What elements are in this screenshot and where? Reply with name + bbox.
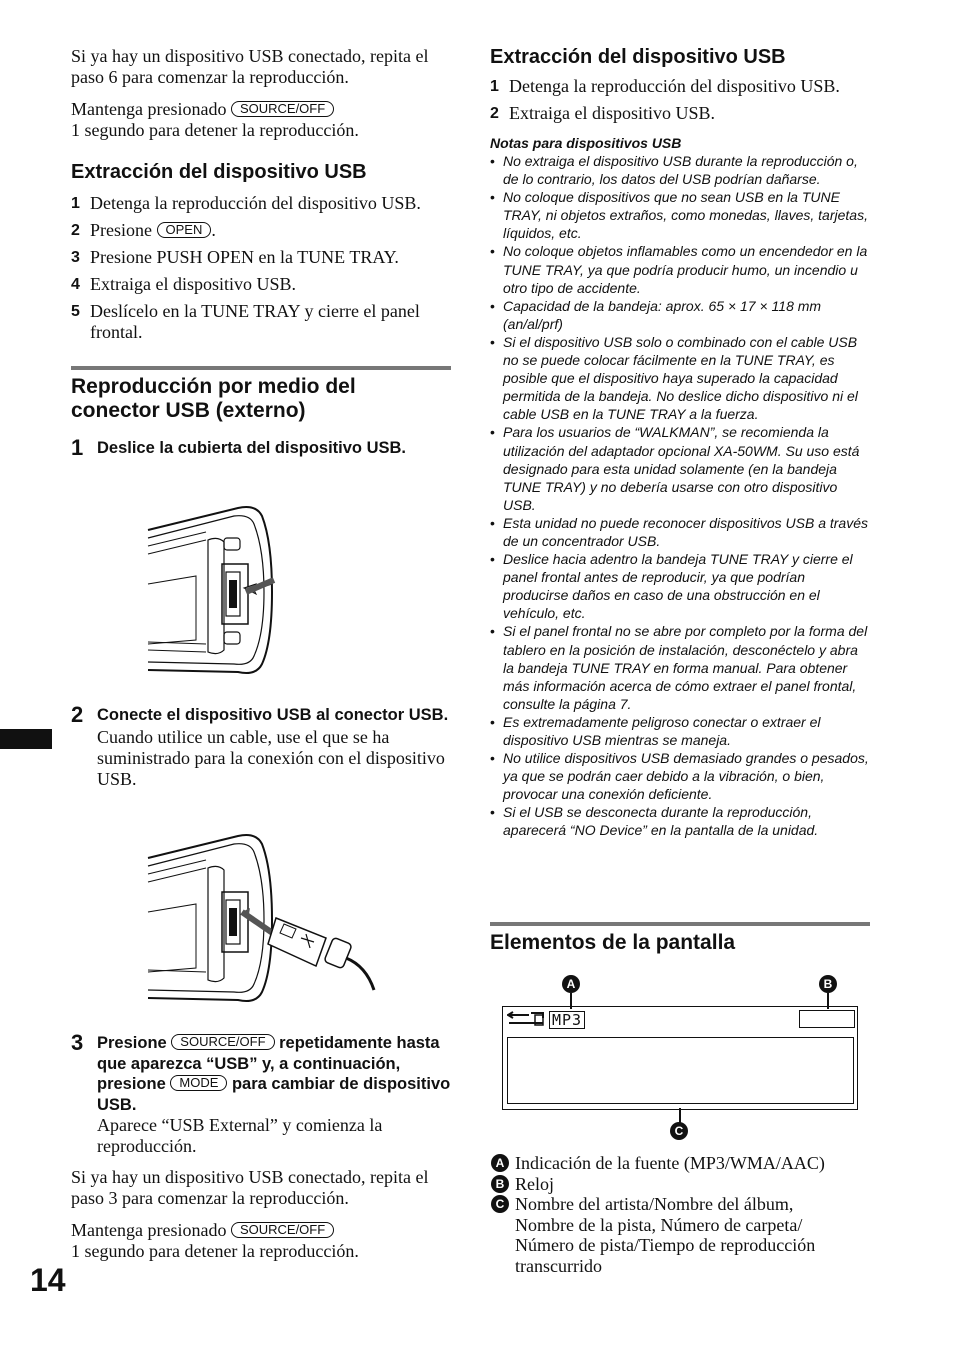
step-title-text: repetidamente hasta que aparezca “USB” y, a continuación, presione (97, 1034, 440, 1093)
legend-label: C (491, 1195, 509, 1213)
source-off-key: SOURCE/OFF (171, 1034, 274, 1050)
legend-text: Nombre del artista/Nombre del álbum, Nombre de la pista, Número de carpeta/ Número de pista/Tiempo de reproducción transcurrido (515, 1194, 816, 1276)
outro-stop-text-2: 1 segundo para detener la reproducción. (71, 1241, 359, 1261)
step-description: Cuando utilice un cable, use el que se ha suministrado para la conexión con el dispositivo USB. (97, 726, 445, 789)
right-column (490, 45, 870, 840)
usb-step-3 (71, 1030, 451, 1157)
note-item: • Si el dispositivo USB solo o combinado con el cable USB no se puede colocar fácilmente en la TUNE TRAY, es posible que el dispositivo haya superado la capacidad permitida de la bandeja. No deslice dicho dispositivo ni el cable USB en la TUNE TRAY a la fuerza. (490, 333, 870, 423)
step-title: Conecte el dispositivo USB al conector USB. (97, 706, 449, 724)
note-item: • Para los usuarios de “WALKMAN”, se recomienda la utilización del adaptador opcional XA-50WM. Su uso está designado para esta unidad solamente (en la bandeja TUNE TRAY) y no debería usarse con otro dispositivo USB. (490, 423, 870, 513)
unit-usb-connect-illustration (146, 830, 378, 1006)
section-divider (490, 922, 870, 926)
extract-step (71, 220, 451, 241)
legend-label: A (491, 1154, 509, 1172)
note-item: • Esta unidad no puede reconocer dispositivos USB a través de un concentrador USB. (490, 514, 870, 550)
note-item: • Si el USB se desconecta durante la reproducción, aparecerá “NO Device” en la pantalla de la unidad. (490, 803, 870, 839)
step-number: 3 (71, 1030, 84, 1055)
open-key: OPEN (157, 222, 212, 238)
label-a: A (562, 975, 580, 993)
outro-stop-text: Mantenga presionado (71, 1220, 227, 1240)
source-off-key: SOURCE/OFF (231, 101, 334, 117)
section-title-usb: Reproducción por medio del conector USB (externo) (71, 375, 356, 422)
section-divider (71, 366, 451, 370)
display-diagram (502, 972, 858, 1142)
legend-label: B (491, 1175, 509, 1193)
usb-symbol-icon (507, 1011, 547, 1027)
extract-step (71, 193, 451, 214)
step-number: 2 (490, 105, 499, 122)
outro-paragraph: Si ya hay un dispositivo USB conectado, repita el paso 3 para comenzar la reproducción. (71, 1167, 429, 1208)
extract-step (490, 103, 870, 124)
outro-stop-paragraph (71, 1220, 451, 1262)
step-number: 2 (71, 222, 80, 239)
legend-item (491, 1174, 861, 1195)
usb-section (71, 375, 451, 459)
note-item: • No coloque objetos inflamables como un encendedor en la TUNE TRAY, ya que podría producir humo, un incendio u otro tipo de accidente. (490, 242, 870, 296)
step-text: Deslícelo en la TUNE TRAY y cierre el panel frontal. (90, 301, 420, 342)
step-title: Deslice la cubierta del dispositivo USB. (97, 439, 407, 457)
note-item: • Si el panel frontal no se abre por completo por la forma del tablero en la posición de instalación, desconéctelo y abra la bandeja TUNE TRAY en forma manual. Para obtener más información acerca de cómo extraer el panel frontal, consulte la página 7. (490, 622, 870, 712)
section-title-display: Elementos de la pantalla (490, 931, 736, 954)
notes-title: Notas para dispositivos USB (490, 135, 682, 151)
legend-item (491, 1153, 861, 1174)
extract-steps (71, 193, 451, 343)
usb-step-1 (71, 435, 451, 460)
usb-step-2 (71, 702, 451, 790)
legend-text: Reloj (515, 1173, 554, 1194)
label-b: B (819, 975, 837, 993)
extract-step (71, 274, 451, 295)
text-area (507, 1037, 854, 1104)
section-tab-marker (0, 729, 52, 749)
intro-stop-text: Mantenga presionado (71, 99, 227, 119)
step-text: Extraiga el dispositivo USB. (90, 274, 296, 294)
extract-step (490, 76, 870, 97)
intro-stop-paragraph (71, 99, 451, 141)
legend-text: Indicación de la fuente (MP3/WMA/AAC) (515, 1153, 825, 1173)
step-text: Detenga la reproducción del dispositivo USB. (509, 76, 840, 96)
usb-step-2-block (71, 702, 451, 790)
extract-step (71, 301, 451, 343)
step-title (97, 1033, 451, 1115)
note-item: • No coloque dispositivos que no sean USB en la TUNE TRAY, ni objetos extraños, como monedas, llaves, tarjetas, líquidos, etc. (490, 188, 870, 242)
intro-stop-text-2: 1 segundo para detener la reproducción. (71, 120, 359, 140)
notes-list (490, 152, 870, 840)
display-section (490, 931, 870, 955)
step-number: 3 (71, 249, 80, 266)
page-number: 14 (30, 1262, 66, 1298)
step-text: . (211, 220, 216, 240)
extract-steps-2 (490, 76, 870, 124)
note-item: • Capacidad de la bandeja: aprox. 65 × 17 × 118 mm (an/al/prf) (490, 297, 870, 333)
extract-step (71, 247, 451, 268)
step-title-text: Presione (97, 1034, 167, 1052)
step-number: 4 (71, 276, 80, 293)
step-number: 2 (71, 702, 84, 727)
section-title-extract-2: Extracción del dispositivo USB (490, 46, 786, 68)
unit-usb-cover-illustration (146, 502, 276, 678)
step-number: 5 (71, 303, 80, 320)
note-item: • Es extremadamente peligroso conectar o extraer el dispositivo USB mientras se maneja. (490, 713, 870, 749)
step-title-text: para cambiar de dispositivo USB. (97, 1075, 451, 1114)
step-number: 1 (71, 435, 84, 460)
step-text: Extraiga el dispositivo USB. (509, 103, 715, 123)
step-text: Presione PUSH OPEN en la TUNE TRAY. (90, 247, 399, 267)
note-item: • Deslice hacia adentro la bandeja TUNE TRAY y cierre el panel frontal antes de reproducir, ya que podrían producirse daños en caso de una obstrucción en el vehículo, etc. (490, 550, 870, 622)
usb-step-3-block (71, 1030, 451, 1262)
step-text: Detenga la reproducción del dispositivo USB. (90, 193, 421, 213)
left-column (71, 46, 451, 343)
note-item: • No utilice dispositivos USB demasiado grandes o pesados, ya que se podrán caer debido a la vibración, o bien, provocar una conexión deficiente. (490, 749, 870, 803)
source-off-key: SOURCE/OFF (231, 1222, 334, 1238)
step-text: Presione (90, 220, 152, 240)
mode-key: MODE (170, 1075, 227, 1091)
step-number: 1 (71, 195, 80, 212)
display-legend (491, 1153, 861, 1276)
label-c: C (670, 1122, 688, 1140)
intro-paragraph: Si ya hay un dispositivo USB conectado, repita el paso 6 para comenzar la reproducción. (71, 46, 429, 87)
clock-box (799, 1010, 855, 1028)
section-title-extract: Extracción del dispositivo USB (71, 161, 367, 183)
legend-item (491, 1194, 841, 1276)
step-description: Aparece “USB External” y comienza la reproducción. (97, 1115, 383, 1156)
step-number: 1 (490, 78, 499, 95)
note-item: • No extraiga el dispositivo USB durante la reproducción o, de lo contrario, los datos del USB podrían dañarse. (490, 152, 870, 188)
display-panel (502, 1006, 858, 1110)
source-indicator: MP3 (549, 1011, 585, 1029)
